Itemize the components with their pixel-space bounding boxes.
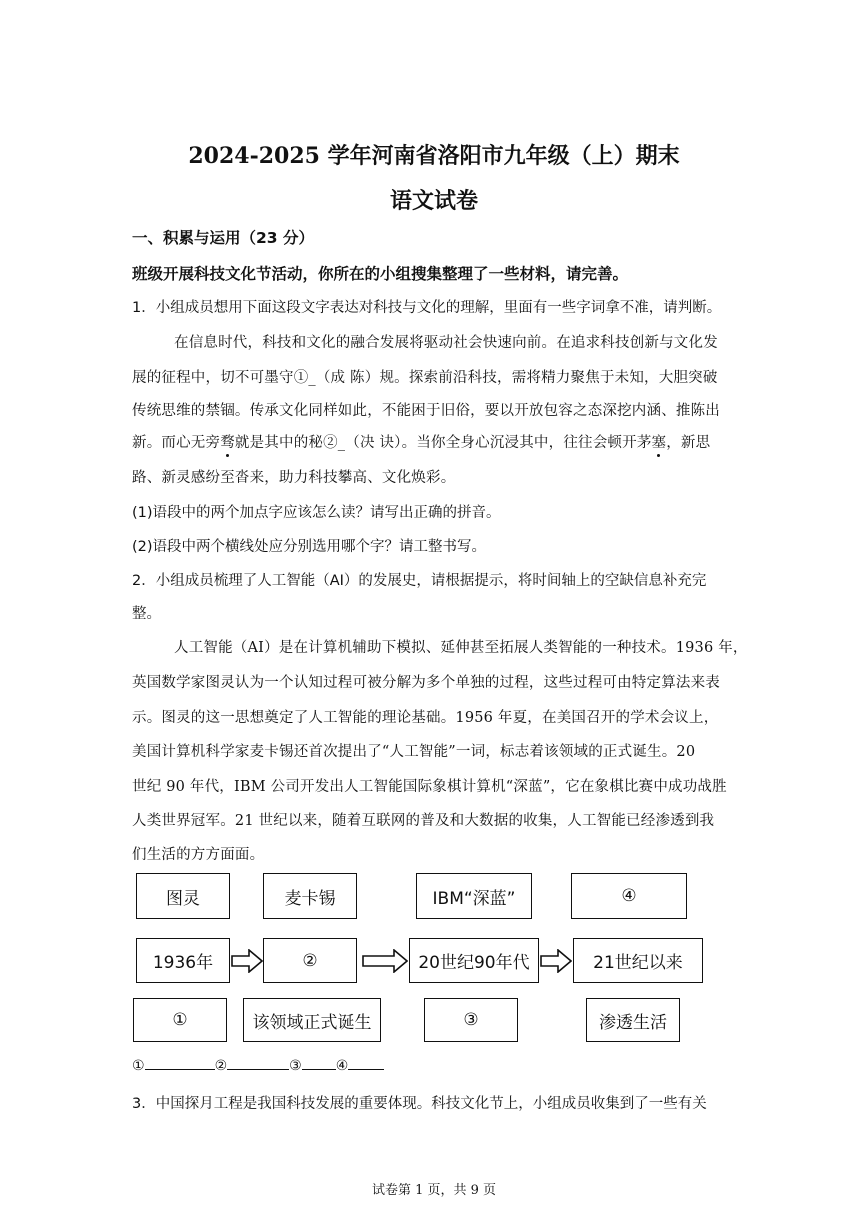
timeline-event-box: 该领域正式诞生: [243, 998, 381, 1042]
timeline-date-box: 21世纪以来: [573, 938, 703, 983]
timeline-event-box: ③: [424, 998, 518, 1042]
passage-text: 就是其中的秘②_（决 诀）。当你全身心沉浸其中，往往会顿开茅: [234, 435, 652, 451]
q2-passage-line: 人工智能（AI）是在计算机辅助下模拟、延伸甚至拓展人类智能的一种技术。1936 年，: [174, 640, 748, 656]
timeline-arrow-icon: [362, 949, 408, 973]
timeline-person-box: 图灵: [136, 873, 230, 919]
question-2-stem: 2．小组成员梳理了人工智能（AI）的发展史，请根据提示，将时间轴上的空缺信息补充完: [132, 573, 707, 589]
timeline-date-box: 1936年: [136, 938, 230, 983]
q1-passage-line: 在信息时代，科技和文化的融合发展将驱动社会快速向前。在追求科技创新与文化发: [174, 335, 718, 351]
q1-passage-line: [132, 431, 710, 452]
q2-passage-line: 美国计算机科学家麦卡锡还首次提出了“人工智能”一词，标志着该领域的正式诞生。20: [132, 744, 696, 760]
answer-blank[interactable]: [227, 1057, 289, 1070]
question-2-stem-cont: 整。: [132, 606, 161, 622]
passage-text: ，新思: [666, 435, 711, 451]
activity-intro: 班级开展科技文化节活动，你所在的小组搜集整理了一些材料，请完善。: [132, 265, 629, 283]
q2-passage-line: 示。图灵的这一思想奠定了人工智能的理论基础。1956 年夏，在美国召开的学术会议上，: [132, 710, 719, 726]
q2-passage-line: 英国数学家图灵认为一个认知过程可被分解为多个单独的过程，这些过程可由特定算法来表: [132, 675, 720, 691]
answer-label: ③: [289, 1058, 302, 1074]
answer-label: ①: [132, 1058, 145, 1074]
q1-passage-line: 展的征程中，切不可墨守①_（成 陈）规。探索前沿科技，需将精力聚焦于未知，大胆突破: [132, 370, 718, 386]
timeline-date-box: 20世纪90年代: [409, 938, 539, 983]
q1-subquestion-1: (1)语段中的两个加点字应该怎么读？请写出正确的拼音。: [132, 505, 501, 521]
answer-label: ②: [214, 1058, 228, 1074]
timeline-arrow-icon: [540, 949, 572, 973]
answer-blank[interactable]: [145, 1057, 215, 1070]
q2-passage-line: 人类世界冠军。21 世纪以来，随着互联网的普及和大数据的收集，人工智能已经渗透到我: [132, 813, 715, 829]
section-heading: 一、积累与运用（23 分）: [132, 229, 314, 247]
timeline-date-box: ②: [263, 938, 357, 983]
dotted-char: 塞: [651, 435, 667, 451]
timeline-event-box: 渗透生活: [586, 998, 680, 1042]
q2-passage-line: 们生活的方方面面。: [132, 847, 265, 863]
timeline-arrow-icon: [231, 949, 263, 973]
timeline-person-box: IBM“深蓝”: [416, 873, 532, 919]
q1-subquestion-2: (2)语段中两个横线处应分别选用哪个字？请工整书写。: [132, 539, 487, 555]
dotted-char: 骛: [220, 435, 235, 451]
answer-blank[interactable]: [348, 1057, 384, 1070]
document-subtitle: 语文试卷: [389, 188, 478, 214]
q1-passage-line: 传统思维的禁锢。传承文化同样如此，不能困于旧俗，要以开放包容之态深挖内涵、推陈出: [132, 403, 720, 419]
document-title: 2024-2025 学年河南省洛阳市九年级（上）期末: [188, 143, 680, 169]
q1-passage-line: 路、新灵感纷至沓来，助力科技攀高、文化焕彩。: [132, 470, 456, 486]
answer-blank[interactable]: [302, 1057, 336, 1070]
timeline-person-box: ④: [571, 873, 687, 919]
page-footer: 试卷第 1 页，共 9 页: [371, 1183, 497, 1198]
passage-text: 新。而心无旁: [132, 435, 221, 451]
timeline-event-box: ①: [133, 998, 227, 1042]
timeline-person-box: 麦卡锡: [263, 873, 357, 919]
question-3-stem: 3．中国探月工程是我国科技发展的重要体现。科技文化节上，小组成员收集到了一些有关: [132, 1096, 707, 1112]
answer-label: ④: [335, 1058, 349, 1074]
answer-blanks: [132, 1057, 384, 1074]
q2-passage-line: 世纪 90 年代，IBM 公司开发出人工智能国际象棋计算机“深蓝”，它在象棋比赛中成功战胜: [132, 779, 727, 795]
question-1-stem: 1．小组成员想用下面这段文字表达对科技与文化的理解，里面有一些字词拿不准，请判断。: [132, 300, 722, 316]
